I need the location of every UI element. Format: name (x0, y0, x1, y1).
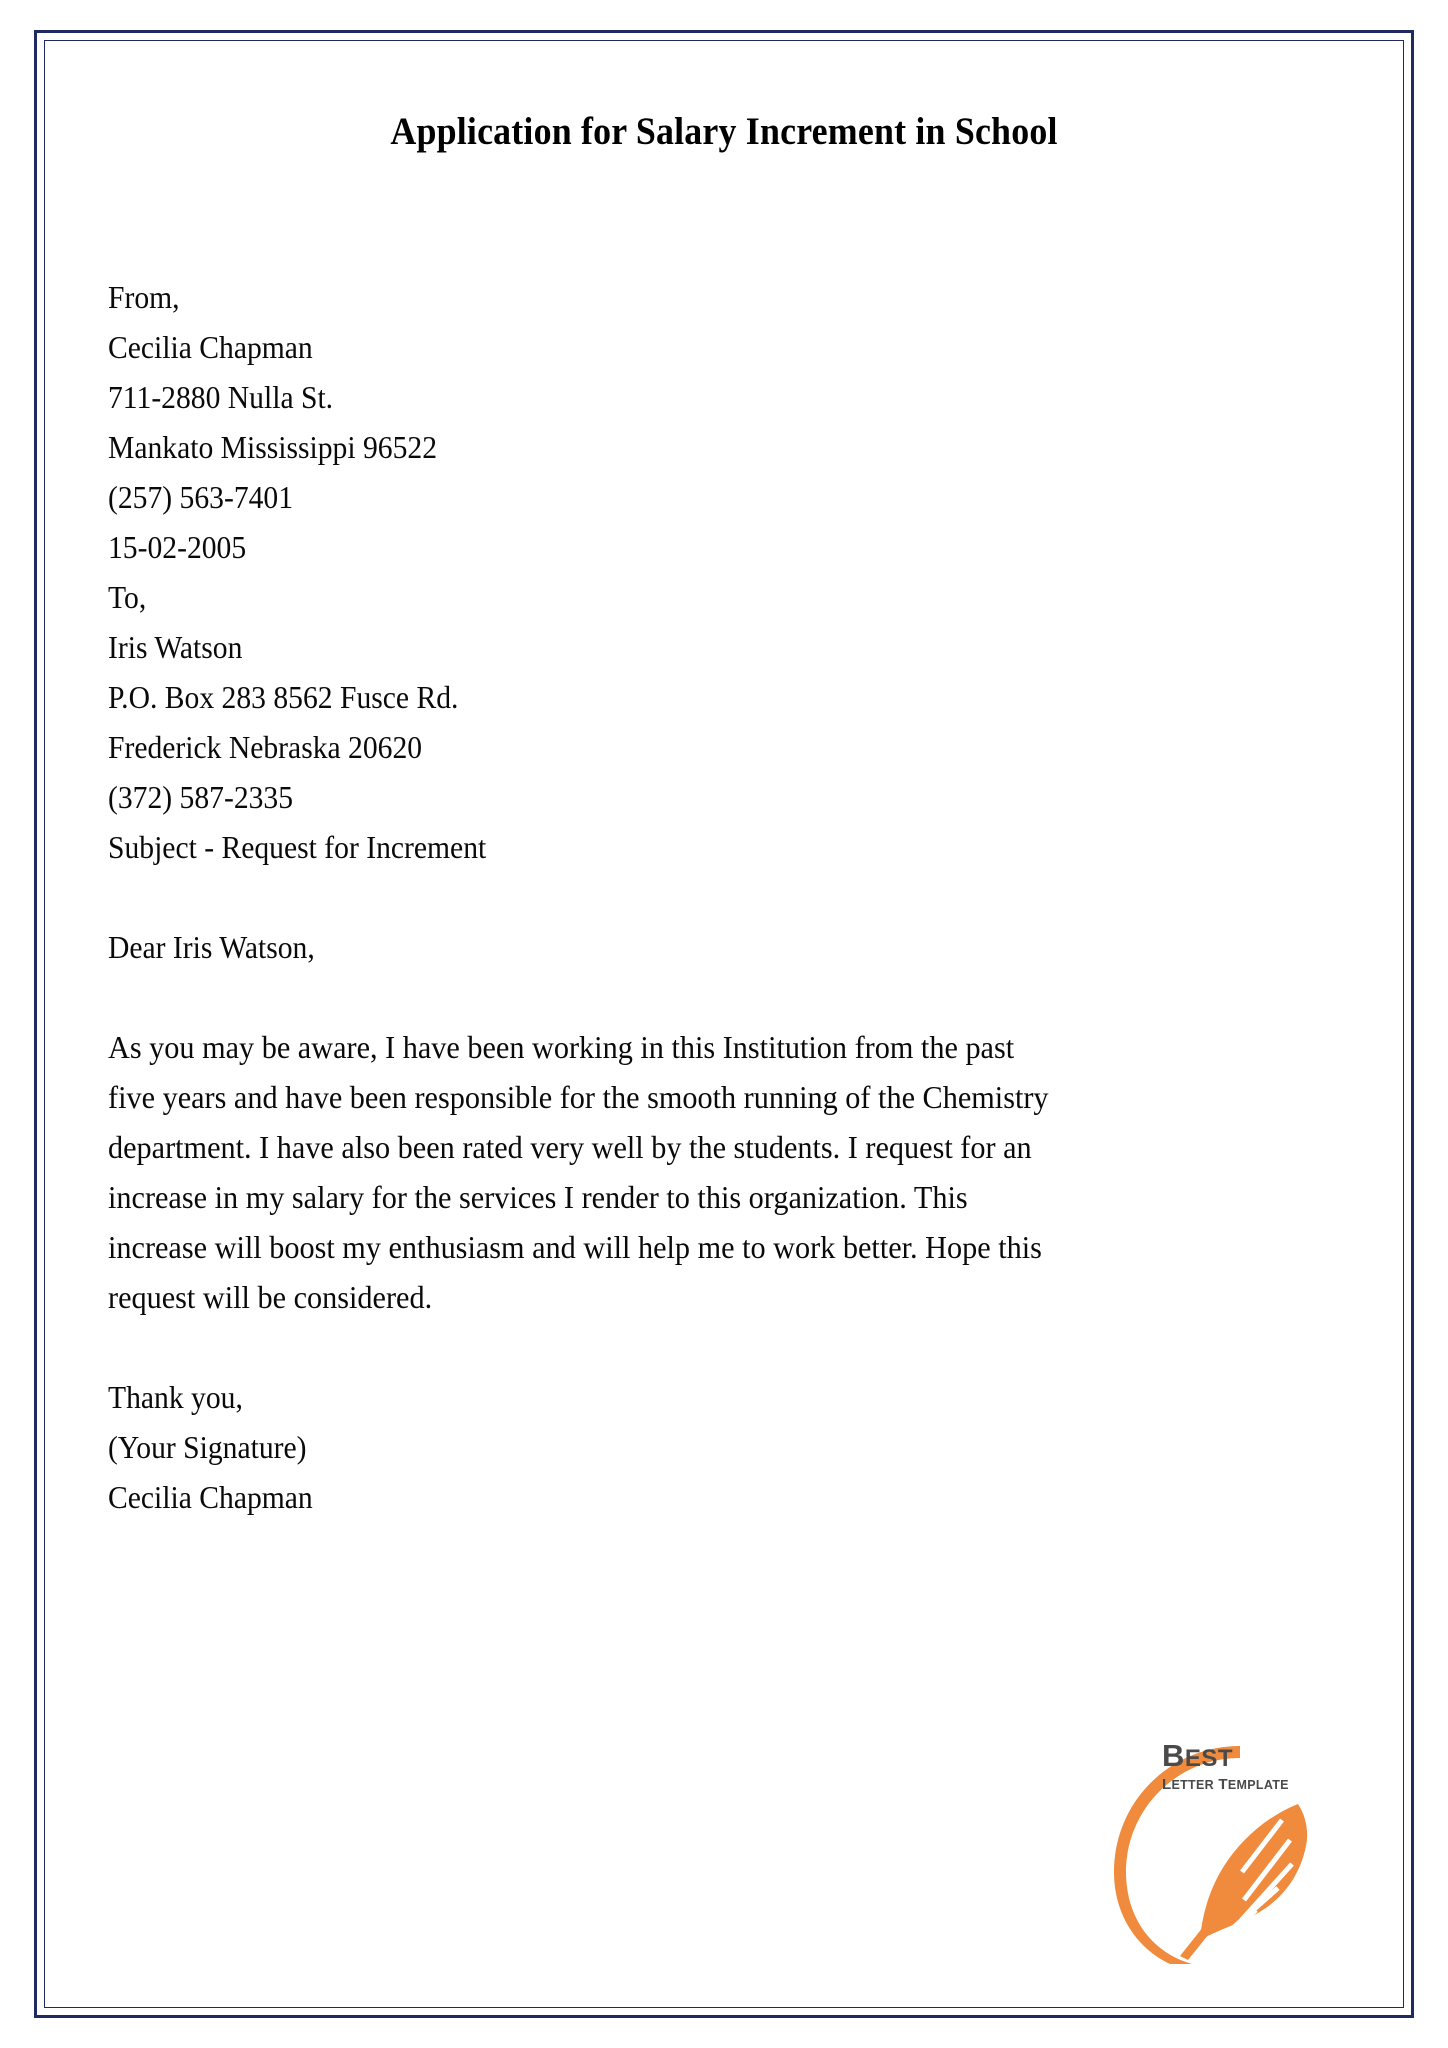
logo-tagline (1162, 1777, 1332, 1792)
page-title: Application for Salary Increment in School (390, 110, 1058, 153)
logo-brand-initial: B (1162, 1738, 1185, 1773)
quill-feather-icon (1200, 1804, 1307, 1940)
brand-logo (1092, 1724, 1332, 1964)
recipient-phone: (372) 587-2335 (108, 779, 294, 815)
logo-brand-rest: EST (1184, 1745, 1234, 1772)
sender-from-label: From, (108, 279, 180, 315)
salutation: Dear Iris Watson, (108, 929, 315, 965)
letter-body (108, 273, 1340, 1523)
logo-wordmark (1162, 1740, 1332, 1792)
sender-address-block (108, 273, 1340, 573)
sender-name: Cecilia Chapman (108, 329, 313, 365)
body-paragraph: As you may be aware, I have been working in this Institution from the past five years and have been responsible for the smooth running of the Chemistry department. I have also been rated very well by the students. I request for an increase in my salary for the services I render to this organization. This increase will boost my enthusiasm and will help me to work better. Hope this request will be considered. (108, 1029, 1049, 1315)
logo-tagline-t: T (1218, 1776, 1228, 1793)
logo-tagline-emplate: EMPLATE (1227, 1778, 1289, 1792)
recipient-street: P.O. Box 283 8562 Fusce Rd. (108, 679, 459, 715)
signature-placeholder: (Your Signature) (108, 1429, 307, 1465)
logo-brand-name (1162, 1740, 1332, 1771)
letter-date: 15-02-2005 (108, 529, 247, 565)
logo-tagline-l: L (1162, 1776, 1172, 1793)
recipient-city-state-zip: Frederick Nebraska 20620 (108, 729, 423, 765)
closing-name: Cecilia Chapman (108, 1479, 313, 1515)
sender-street: 711-2880 Nulla St. (108, 379, 334, 415)
letter-content (108, 110, 1340, 1978)
spacer-before-closing (108, 1323, 1340, 1373)
closing-block (108, 1373, 1340, 1523)
recipient-to-label: To, (108, 579, 147, 615)
logo-tagline-etter: ETTER (1171, 1778, 1214, 1792)
sender-city-state-zip: Mankato Mississippi 96522 (108, 429, 438, 465)
closing-thanks: Thank you, (108, 1379, 243, 1415)
spacer-before-salutation (108, 873, 1340, 923)
sender-phone: (257) 563-7401 (108, 479, 294, 515)
recipient-name: Iris Watson (108, 629, 243, 665)
spacer-before-body (108, 973, 1340, 1023)
subject-line: Subject - Request for Increment (108, 829, 487, 865)
recipient-address-block (108, 573, 1340, 873)
